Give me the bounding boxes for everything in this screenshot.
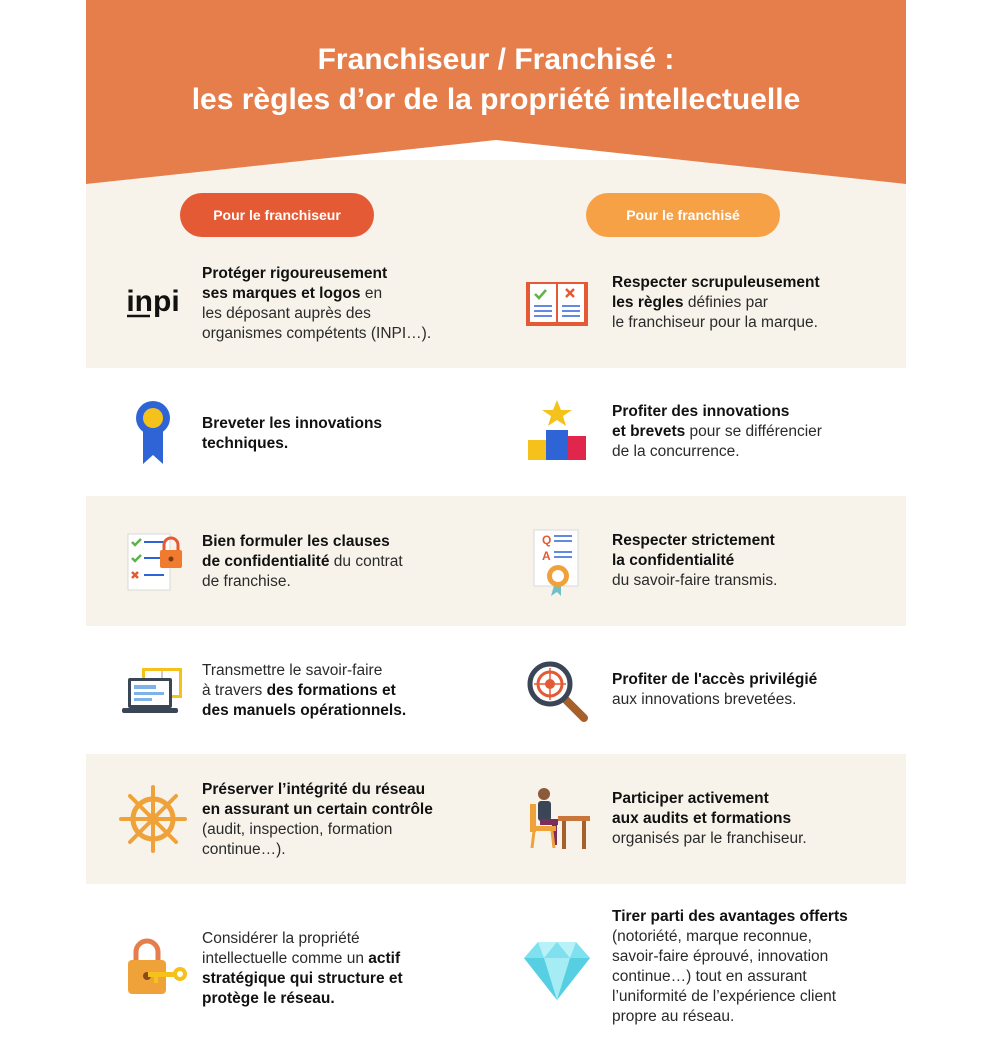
- rule-line: [202, 701, 502, 721]
- rule-line: [202, 324, 502, 344]
- rule-line: [612, 293, 912, 313]
- rule-line: [612, 789, 912, 809]
- title-line-2: les règles d’or de la propriété intellectuelle: [191, 83, 801, 116]
- rule-line: [202, 681, 502, 701]
- rule-line: [612, 273, 912, 293]
- rule-text-bold: aux audits et formations: [612, 810, 792, 827]
- rule-text: en: [360, 285, 383, 302]
- svg-text:inpi: inpi: [126, 285, 180, 318]
- rule-text-bold: stratégique qui structure et: [202, 970, 403, 987]
- franchisee-rule-5: [612, 789, 912, 849]
- magnifier-target-icon: [522, 656, 592, 726]
- rule-text: pour se différencier: [685, 423, 822, 440]
- content-panel: [86, 0, 906, 1054]
- rule-text-bold: protège le réseau.: [202, 990, 335, 1007]
- rule-line: [612, 947, 912, 967]
- franchisor-column-label: Pour le franchiseur: [180, 193, 374, 237]
- franchisee-rule-6: [612, 907, 912, 1027]
- rule-line: [202, 414, 502, 434]
- rule-text-bold: Respecter strictement: [612, 532, 775, 549]
- rule-line: [612, 402, 912, 422]
- rule-text-bold: des manuels opérationnels.: [202, 702, 407, 719]
- rule-text: continue…).: [202, 841, 286, 858]
- rule-text-bold: ses marques et logos: [202, 285, 361, 302]
- rule-text: organismes compétents (INPI…).: [202, 325, 432, 342]
- rule-text: Considérer la propriété: [202, 930, 360, 947]
- rule-text-bold: et brevets: [612, 423, 686, 440]
- rule-line: [202, 989, 502, 1009]
- rule-text: de franchise.: [202, 573, 291, 590]
- rule-text: (notoriété, marque reconnue,: [612, 928, 812, 945]
- rule-line: [202, 800, 502, 820]
- rule-text-bold: Préserver l’intégrité du réseau: [202, 781, 426, 798]
- franchisor-rule-2: [202, 414, 502, 454]
- title-line-1: Franchiseur / Franchisé :: [317, 43, 675, 76]
- rule-text-bold: Profiter de l'accès privilégié: [612, 671, 818, 688]
- open-book-icon: [522, 268, 592, 338]
- rule-text-bold: les règles: [612, 294, 684, 311]
- rule-text: continue…) tout en assurant: [612, 968, 807, 985]
- rule-line: [202, 532, 502, 552]
- rule-text-bold: Participer activement: [612, 790, 769, 807]
- rule-line: [612, 809, 912, 829]
- rule-line: [202, 661, 502, 681]
- rule-text: l’uniformité de l’expérience client: [612, 988, 837, 1005]
- rule-line: [612, 690, 912, 710]
- rule-line: [612, 531, 912, 551]
- rule-text: Transmettre le savoir-faire: [202, 662, 383, 679]
- franchisor-rule-4: [202, 661, 502, 721]
- rule-text-bold: Breveter les innovations: [202, 415, 383, 432]
- rule-text: savoir-faire éprouvé, innovation: [612, 948, 829, 965]
- rule-line: [202, 552, 502, 572]
- rule-text-bold: des formations et: [266, 682, 396, 699]
- inpi-logo-icon: [118, 268, 188, 338]
- svg-text:A: A: [542, 549, 551, 563]
- rule-text: définies par: [683, 294, 768, 311]
- rule-text: de la concurrence.: [612, 443, 740, 460]
- rule-text: le franchiseur pour la marque.: [612, 314, 818, 331]
- rule-text-bold: Respecter scrupuleusement: [612, 274, 820, 291]
- rule-line: [612, 987, 912, 1007]
- rule-text: (audit, inspection, formation: [202, 821, 393, 838]
- ship-wheel-icon: [118, 784, 188, 854]
- rule-line: [202, 434, 502, 454]
- rule-line: [612, 1007, 912, 1027]
- rule-text: propre au réseau.: [612, 1008, 735, 1025]
- rule-text-bold: Bien formuler les clauses: [202, 533, 390, 550]
- rule-line: [202, 949, 502, 969]
- rule-line: [202, 820, 502, 840]
- rule-line: [202, 304, 502, 324]
- rule-text-bold: Protéger rigoureusement: [202, 265, 388, 282]
- rule-line: [612, 551, 912, 571]
- franchisee-rule-1: [612, 273, 912, 333]
- rule-line: [612, 927, 912, 947]
- franchisee-rule-4: [612, 670, 912, 710]
- qa-certificate-icon: [522, 528, 592, 598]
- franchisor-rule-5: [202, 780, 502, 860]
- rule-text-bold: Tirer parti des avantages offerts: [612, 908, 848, 925]
- rule-text: à travers: [202, 682, 267, 699]
- svg-text:Q: Q: [542, 533, 552, 547]
- page-title: [86, 40, 906, 120]
- franchisee-rule-3: [612, 531, 912, 591]
- laptop-manual-icon: [118, 656, 188, 726]
- diamond-icon: [522, 934, 592, 1004]
- award-ribbon-icon: [118, 398, 188, 468]
- rule-text-bold: de confidentialité: [202, 553, 330, 570]
- padlock-key-icon: [118, 934, 188, 1004]
- rule-line: [612, 907, 912, 927]
- rule-line: [612, 571, 912, 591]
- rule-text-bold: en assurant un certain contrôle: [202, 801, 433, 818]
- rule-line: [612, 829, 912, 849]
- rule-line: [202, 969, 502, 989]
- rule-text: du savoir-faire transmis.: [612, 572, 778, 589]
- rule-text: organisés par le franchiseur.: [612, 830, 807, 847]
- rule-line: [612, 422, 912, 442]
- checklist-lock-icon: [118, 528, 188, 598]
- rule-line: [202, 264, 502, 284]
- rule-text: intellectuelle comme un: [202, 950, 369, 967]
- rule-text-bold: actif: [368, 950, 401, 967]
- franchisor-rule-1: [202, 264, 502, 344]
- franchisee-column-label: Pour le franchisé: [586, 193, 780, 237]
- rule-line: [202, 929, 502, 949]
- rule-line: [612, 670, 912, 690]
- rule-line: [202, 780, 502, 800]
- person-at-desk-icon: [522, 784, 592, 854]
- franchisor-rule-6: [202, 929, 502, 1009]
- podium-star-icon: [522, 398, 592, 468]
- rule-line: [202, 572, 502, 592]
- rule-text: du contrat: [329, 553, 403, 570]
- rule-line: [202, 840, 502, 860]
- header-banner: [86, 0, 906, 184]
- rule-text: aux innovations brevetées.: [612, 691, 797, 708]
- rule-line: [612, 442, 912, 462]
- rule-text-bold: Profiter des innovations: [612, 403, 790, 420]
- rule-text: les déposant auprès des: [202, 305, 371, 322]
- franchisor-rule-3: [202, 532, 502, 592]
- rule-line: [202, 284, 502, 304]
- rule-text-bold: techniques.: [202, 435, 289, 452]
- rule-text-bold: la confidentialité: [612, 552, 735, 569]
- franchisee-rule-2: [612, 402, 912, 462]
- rule-line: [612, 313, 912, 333]
- rule-line: [612, 967, 912, 987]
